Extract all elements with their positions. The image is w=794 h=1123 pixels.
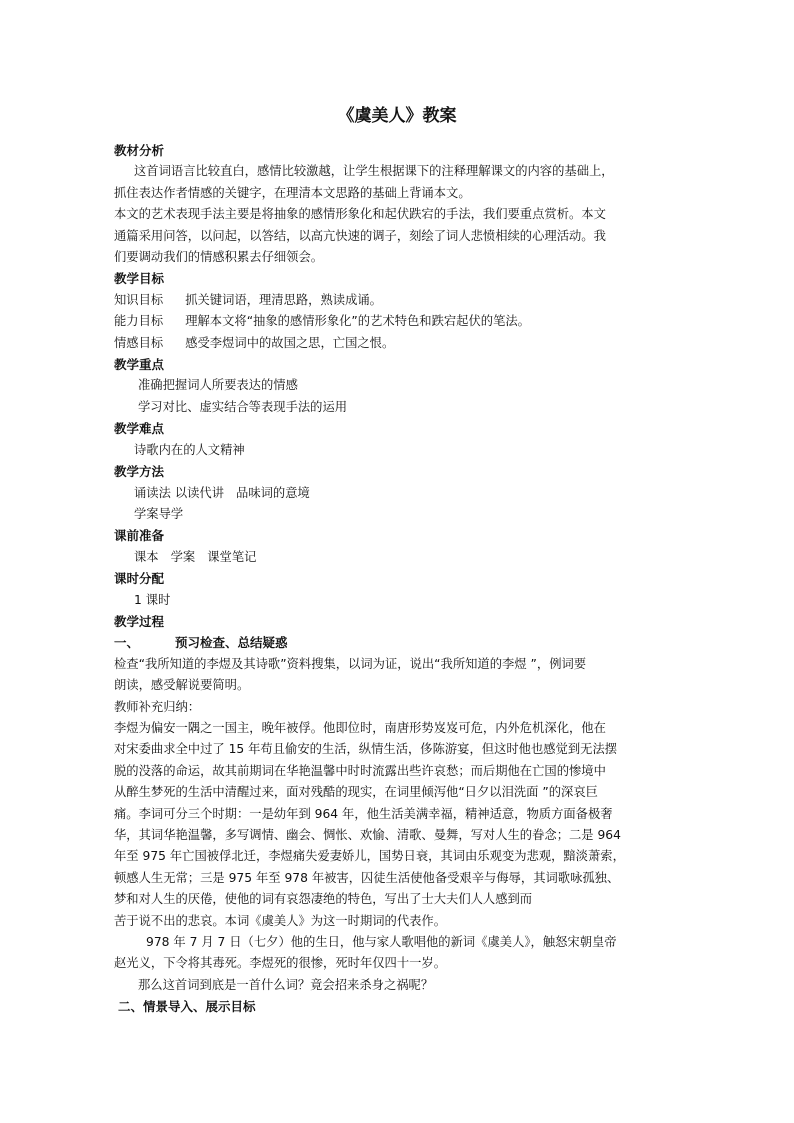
document-body — [114, 140, 684, 1018]
preparation-item-2: 学案 — [170, 549, 196, 564]
materials-paragraph-2-line-2: 通篇采用问答，以问起，以答结，以高亢快速的调子，刻绘了词人悲愤相续的心理活动。我 — [114, 228, 606, 243]
method-1: 诵读法 — [134, 485, 171, 500]
document-title: 《虞美人》教案 — [337, 106, 457, 126]
step1-paragraph-1-line-2: 朗读，感受解说要简明。 — [114, 678, 250, 693]
step1-paragraph-3-line-2: 对宋委曲求全中过了 15 年苟且偷安的生活，纵情生活，侈陈游宴，但这时他也感觉到无法摆 — [114, 742, 618, 757]
materials-paragraph-2-line-3: 们要调动我们的情感积累去仔细领会。 — [114, 250, 324, 265]
step1-paragraph-3-line-3: 脱的没落的命运，故其前期词在华艳温馨中时时流露出些许哀愁；而后期他在亡国的惨境中 — [114, 763, 606, 778]
process-step-1-heading — [114, 632, 684, 653]
preparation-item-1: 课本 — [134, 549, 159, 564]
focus-item-1: 准确把握词人所要表达的情感 — [138, 378, 298, 393]
method-2: 以读代讲 — [174, 485, 225, 500]
materials-paragraph-1-line-1: 这首词语言比较直白，感情比较激越，让学生根据课下的注释理解课文的内容的基础上， — [134, 164, 614, 179]
method-4: 学案导学 — [134, 506, 184, 521]
objective-ability-text: 理解本文将“抽象的感情形象化”的艺术特色和跌宕起伏的笔法。 — [185, 314, 530, 329]
step1-paragraph-3-line-10: 苦于说不出的悲哀。本词《虞美人》为这一时期词的代表作。 — [114, 913, 447, 928]
process-step-1-number: 一、 — [114, 635, 140, 651]
preparation-line — [114, 547, 684, 568]
step1-paragraph-2: 教师补充归纳： — [114, 699, 201, 714]
section-heading-objectives: 教学目标 — [114, 271, 165, 287]
time-value: 1 课时 — [134, 592, 171, 607]
preparation-item-3: 课堂笔记 — [207, 549, 257, 564]
step1-paragraph-3-line-4: 从醉生梦死的生活中清醒过来，面对残酷的现实，在词里倾泻他“日夕以泪洗面 ”的深哀巨 — [114, 785, 598, 800]
step1-paragraph-3-line-8: 顿感人生无常；三是 975 年至 978 年被害，囚徒生活使他备受艰辛与侮辱，其词歌咏孤独、 — [114, 870, 620, 885]
section-heading-difficulty: 教学难点 — [114, 421, 165, 437]
section-heading-methods: 教学方法 — [114, 464, 165, 480]
section-heading-focus: 教学重点 — [114, 357, 165, 373]
section-heading-materials: 教材分析 — [114, 143, 165, 158]
focus-item-2: 学习对比、虚实结合等表现手法的运用 — [138, 399, 348, 414]
step1-paragraph-4-line-1: 978 年 7 月 7 日（七夕）他的生日，他与家人歌唱他的新词《虞美人》，触怒宋朝皇帝 — [146, 935, 617, 950]
step1-paragraph-3-line-7: 年至 975 年亡国被俘北迁，李煜痛失爱妻娇儿，国势日衰，其词由乐观变为悲观，黯淡萧索， — [114, 849, 625, 864]
objective-knowledge-text: 抓关键词语，理清思路，熟读成诵。 — [185, 292, 382, 307]
step1-paragraph-3-line-5: 痛。李词可分三个时期：一是幼年到 964 年，他生活美满幸福，精神适意，物质方面备极奢 — [114, 806, 613, 821]
objective-ability-label: 能力目标 — [114, 314, 164, 329]
objective-knowledge — [114, 290, 684, 311]
step1-paragraph-3-line-6: 华，其词华艳温馨，多写调情、幽会、惆怅、欢愉、清歌、曼舞，写对人生的眷念；二是 964 — [114, 828, 621, 842]
step1-paragraph-3-line-9 — [114, 889, 684, 910]
materials-paragraph-1-line-2: 抓住表达作者情感的关键字，在理清本文思路的基础上背诵本文。 — [114, 185, 471, 200]
step1-paragraph-3-line-1: 李煜为偏安一隅之一国主，晚年被俘。他即位时，南唐形势岌岌可危，内外危机深化，他在 — [114, 720, 606, 735]
difficulty-item-1: 诗歌内在的人文精神 — [134, 442, 245, 457]
step1-paragraph-1-line-1: 检查“我所知道的李煜及其诗歌”资料搜集，以词为证，说出“我所知道的李煜 ”，例词要 — [114, 656, 587, 671]
process-step-2-heading: 二、情景导入、展示目标 — [118, 999, 256, 1015]
section-heading-preparation: 课前准备 — [114, 528, 165, 544]
materials-paragraph-2-line-1: 本文的艺术表现手法主要是将抽象的感情形象化和起伏跌宕的手法，我们要重点赏析。本文 — [114, 207, 606, 222]
objective-emotion-text: 感受李煜词中的故国之思，亡国之恨。 — [185, 335, 395, 350]
process-step-1-title: 预习检查、总结疑惑 — [175, 635, 288, 651]
step1-paragraph-4-line-2: 赵光义，下令将其毒死。李煜死的很惨，死时年仅四十一岁。 — [114, 956, 447, 971]
step1-paragraph-3-line-9-text: 梦和对人生的厌倦，使他的词有哀怨凄绝的特色，写出了士大夫们人人感到而 — [114, 892, 533, 907]
objective-emotion — [114, 333, 684, 354]
objective-emotion-label: 情感目标 — [114, 335, 164, 350]
step1-paragraph-5: 那么这首词到底是一首什么词？竟会招来杀身之祸呢？ — [138, 977, 434, 992]
method-3: 品味词的意境 — [236, 485, 310, 500]
methods-line-1 — [114, 483, 684, 504]
objective-ability — [114, 311, 684, 332]
section-heading-process: 教学过程 — [114, 613, 165, 629]
objective-knowledge-label: 知识目标 — [114, 292, 164, 307]
section-heading-time: 课时分配 — [114, 571, 165, 587]
